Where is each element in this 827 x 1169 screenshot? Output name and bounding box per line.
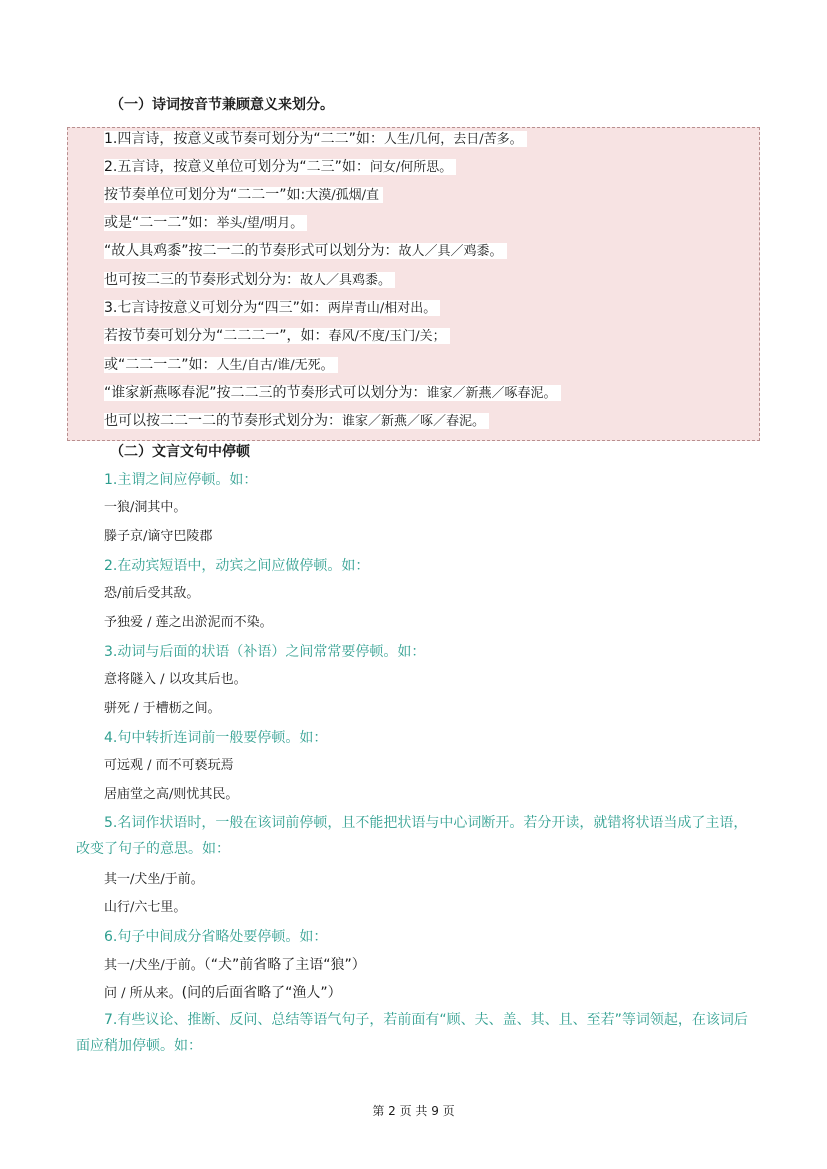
page-number: 第 2 页 共 9 页 (372, 1104, 455, 1118)
box-line: “故人具鸡黍”按二一二的节奏形式可以划分为：故人／具／鸡黍。 (104, 241, 507, 262)
example-line: 可远观 / 而不可亵玩焉 (104, 758, 234, 773)
rule-text: 7.有些议论、推断、反问、总结等语气句子，若前面有“顾、夫、盖、其、且、至若”等词领起，在该词后面应稍加停顿。如： (76, 1012, 748, 1054)
example-line: 问 / 所从来。(问的后面省略了“渔人”） (104, 985, 342, 1001)
box-line: 按节奏单位可划分为“二二一”如:大漠/孤烟/直 (104, 185, 383, 206)
rule-text: 4.句中转折连词前一般要停顿。如： (104, 730, 328, 746)
example-line: 意将隧入 / 以攻其后也。 (104, 672, 247, 687)
example-line: 骈死 / 于槽枥之间。 (104, 701, 221, 716)
rule-text: 6.句子中间成分省略处要停顿。如： (104, 929, 328, 945)
example-line: 予独爱 / 莲之出淤泥而不染。 (104, 615, 273, 630)
box-line: 或是“二一二”如：举头/望/明月。 (104, 213, 307, 234)
rule-text: 3.动词与后面的状语（补语）之间常常要停顿。如： (104, 644, 426, 660)
example-line: 恐/前后受其敌。 (104, 586, 200, 601)
example-line: 一狼/洞其中。 (104, 500, 187, 515)
box-line: 也可以按二二一二的节奏形式划分为：谁家／新燕／啄／春泥。 (104, 411, 489, 432)
rule-text: 2.在动宾短语中，动宾之间应做停顿。如： (104, 558, 370, 574)
box-line: 也可按二三的节奏形式划分为：故人／具鸡黍。 (104, 270, 395, 291)
example-line: 滕子京/谪守巴陵郡 (104, 529, 213, 544)
box-line: 3.七言诗按意义可划分为“四三”如：两岸青山/相对出。 (104, 298, 440, 319)
rule-text: 1.主谓之间应停顿。如： (104, 472, 258, 488)
box-line: 2.五言诗，按意义单位可划分为“二三”如：问女/何所思。 (104, 157, 456, 178)
box-line: 或“二二一二”如：人生/自古/谁/无死。 (104, 355, 338, 376)
box-line: 1.四言诗，按意义或节奏可划分为“二二”如：人生/几何，去日/苦多。 (104, 129, 527, 150)
box-line: “谁家新燕啄春泥”按二二三的节奏形式可以划分为：谁家／新燕／啄春泥。 (104, 383, 561, 404)
example-line: 山行/六七里。 (104, 900, 187, 915)
example-line: 其一/犬坐/于前。（“犬”前省略了主语“狼”） (104, 957, 366, 973)
box-line: 若按节奏可划分为“二二二一”，如：春风/不度/玉门/关； (104, 326, 450, 347)
example-line: 其一/犬坐/于前。 (104, 872, 204, 887)
example-line: 居庙堂之高/则忧其民。 (104, 787, 239, 802)
rule-text: 5.名词作状语时，一般在该词前停顿，且不能把状语与中心词断开。若分开读，就错将状语当成了主语，改变了句子的意思。如： (76, 815, 748, 857)
section-heading-classical: （二）文言文句中停顿 (110, 444, 250, 460)
section-heading-poetry: （一）诗词按音节兼顾意义来划分。 (110, 97, 334, 113)
